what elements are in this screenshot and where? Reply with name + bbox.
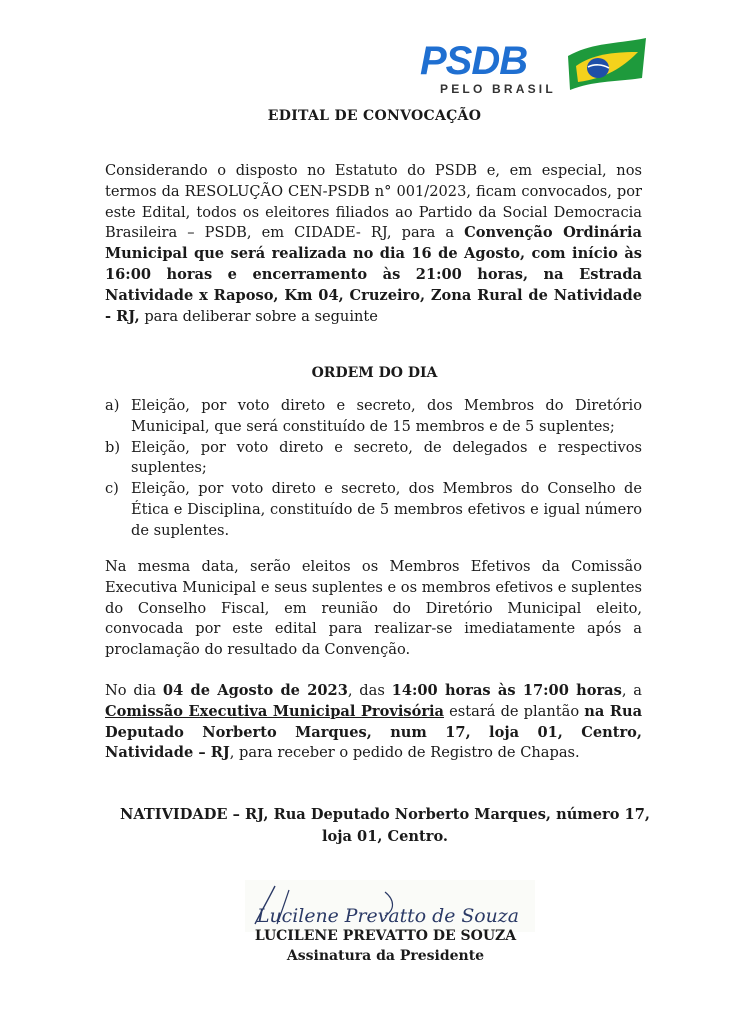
psdb-logo — [418, 38, 650, 96]
brazil-flag-icon — [568, 38, 646, 90]
reg-t5: , para receber o pedido de Registro de Chapas. — [229, 744, 580, 762]
list-marker: b) — [105, 438, 121, 456]
reg-t1: No dia — [105, 682, 157, 699]
reg-hours: 14:00 horas às 17:00 horas — [391, 682, 622, 699]
signature-script: Lucilene Prevatto de Souza — [256, 905, 519, 927]
intro-bold: Convenção Ordinária Municipal que será realizada no dia 16 de Agosto, com início às 16:00 horas e encerramento às 21:00 horas, na Estrada Natividade x Raposo, Km 04, Cruzeiro, Zona Rural de Natividade - RJ, — [105, 224, 642, 325]
list-item — [105, 438, 642, 480]
signatory-role: Assinatura da Presidente — [286, 948, 485, 964]
agenda-heading: ORDEM DO DIA — [311, 365, 438, 381]
list-text: Eleição, por voto direto e secreto, dos Membros do Conselho de Ética e Disciplina, constituído de 5 membros efetivos e igual número de suplentes. — [131, 480, 642, 539]
reg-t4: estará de plantão — [449, 702, 580, 720]
reg-t3: , a — [621, 682, 642, 699]
registration-paragraph — [105, 681, 642, 764]
handwritten-signature — [245, 880, 535, 932]
intro-tail: para deliberar sobre a seguinte — [144, 307, 378, 325]
document-title: EDITAL DE CONVOCAÇÃO — [267, 108, 482, 124]
logo-tagline-text: PELO BRASIL — [440, 82, 556, 96]
reg-t2: , das — [347, 682, 385, 699]
reg-date: 04 de Agosto de 2023 — [162, 682, 348, 699]
same-date-paragraph: Na mesma data, serão eleitos os Membros Efetivos da Comissão Executiva Municipal e seus suplentes e os membros efetivos e suplentes do Conselho Fiscal, em reunião do Diretório Municipal eleito, convocada por este edital para realizar-se imediatamente após a proclamação do resultado da Convenção. — [105, 558, 642, 659]
address-block: NATIVIDADE – RJ, Rua Deputado Norberto Marques, número 17, loja 01, Centro. — [120, 806, 650, 845]
logo-brand-text: PSDB — [420, 39, 528, 83]
intro-paragraph — [105, 161, 642, 327]
signatory-name: LUCILENE PREVATTO DE SOUZA — [254, 928, 517, 944]
list-marker: c) — [105, 480, 119, 498]
list-item — [105, 396, 642, 438]
list-text: Eleição, por voto direto e secreto, de delegados e respectivos suplentes; — [131, 438, 642, 477]
agenda-list — [105, 396, 642, 542]
list-text: Eleição, por voto direto e secreto, dos Membros do Diretório Municipal, que será constituído de 15 membros e de 5 suplentes; — [131, 397, 642, 435]
intro-plain: Considerando o disposto no Estatuto do PSDB e, em especial, nos termos da RESOLUÇÃO CEN-PSDB n° 001/2023, ficam convocados, por este Edital, todos os eleitores filiados ao Partido da Social Democracia Brasileira – PSDB, em CIDADE- RJ, para a — [105, 162, 642, 242]
list-marker: a) — [105, 397, 120, 414]
reg-commission: Comissão Executiva Municipal Provisória — [105, 702, 445, 720]
reg-place: na Rua Deputado Norberto Marques, num 17, loja 01, Centro, Natividade – RJ — [105, 702, 643, 762]
list-item — [105, 479, 642, 541]
